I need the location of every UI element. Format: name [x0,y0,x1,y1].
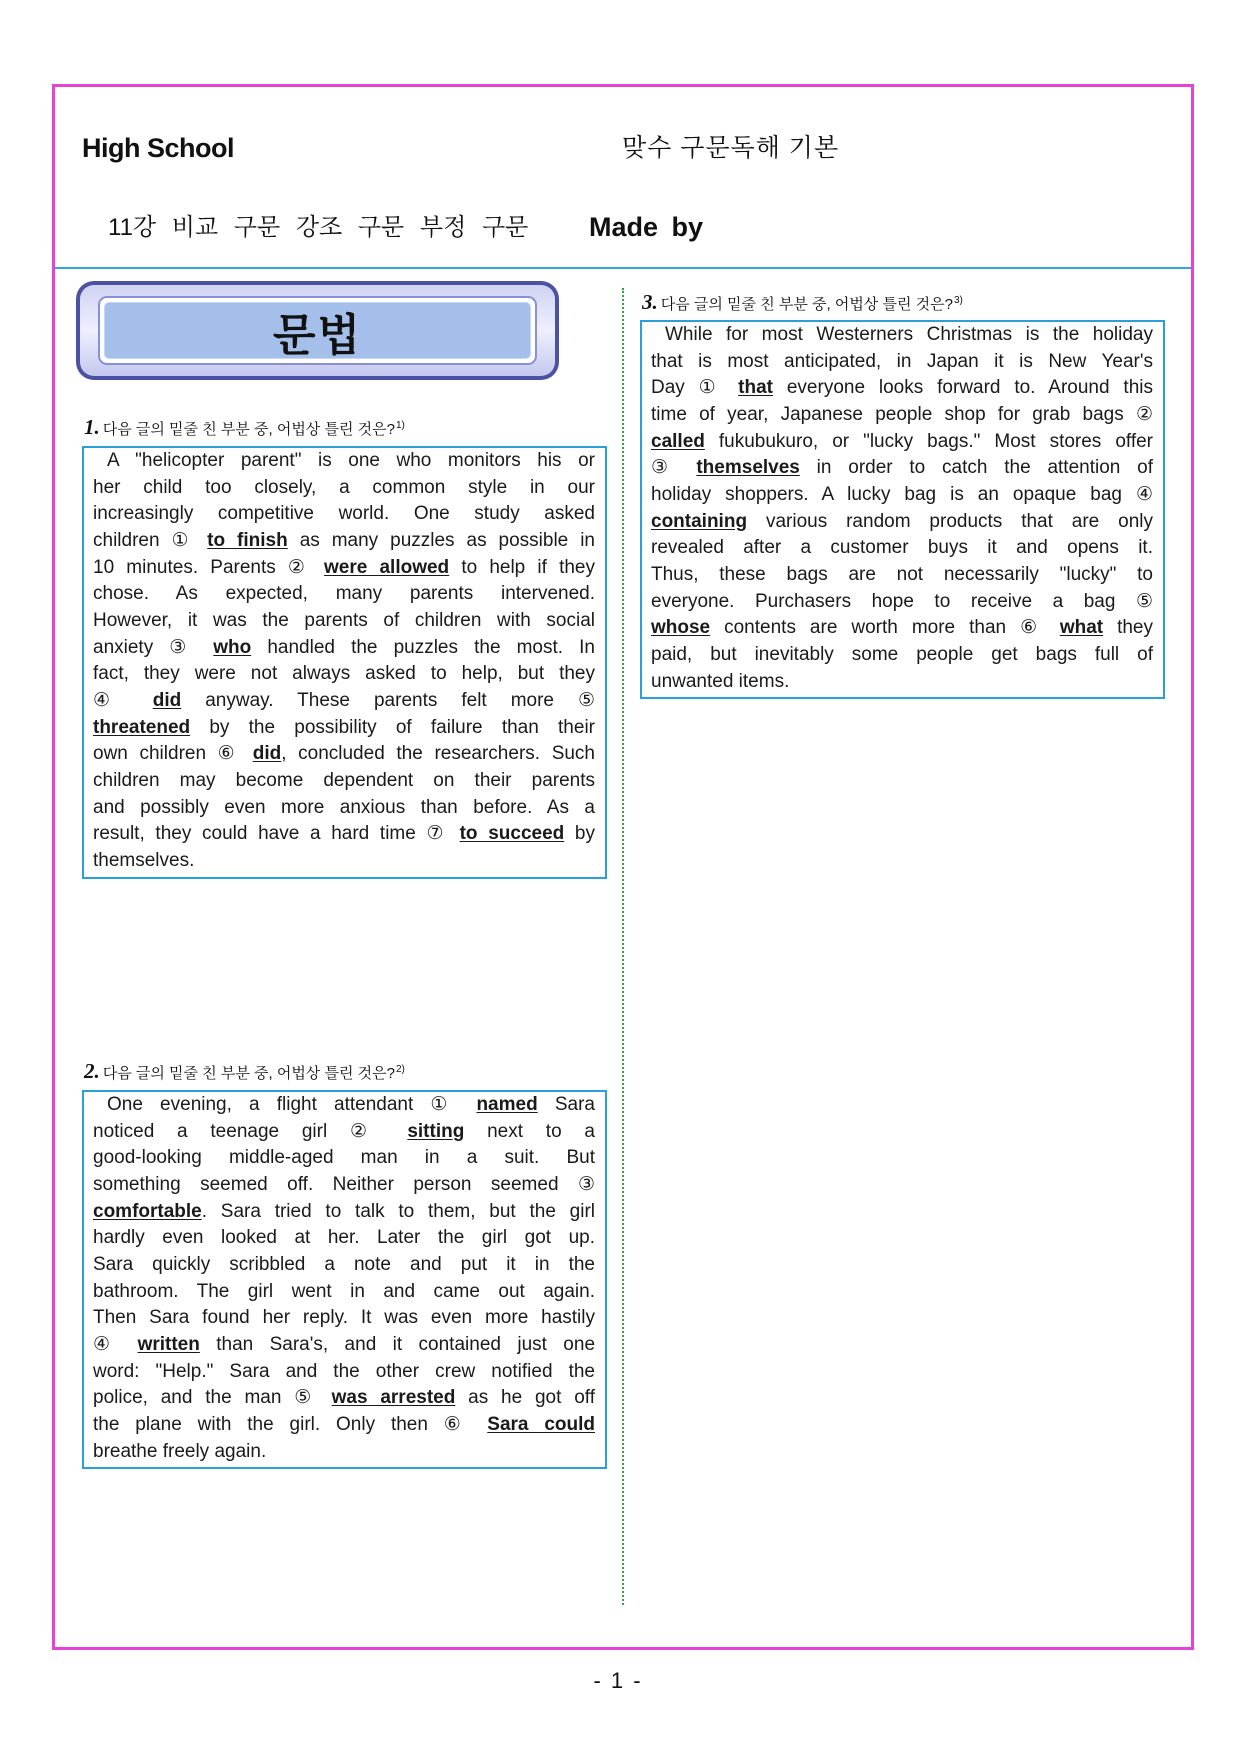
passage-text: One evening, a flight attendant ① [107,1094,477,1115]
underlined-choice: containing [651,510,748,532]
passage-text: 10 minutes. Parents ② [93,556,324,578]
passage-text: they [1103,617,1153,639]
passage-text: as he got off [455,1387,595,1409]
underlined-choice: was arrested [331,1387,456,1409]
passage-text: police, and the man ⑤ [93,1387,332,1409]
passage-line [651,402,1153,429]
passage-line [93,1332,595,1359]
column-divider [622,288,624,1605]
underlined-choice: written [137,1334,200,1356]
underlined-choice: threatened [93,716,191,738]
passage-line [651,455,1153,482]
passage-line [651,429,1153,456]
passage-text: fact, they were not always asked to help, but they [93,663,595,685]
passage-text: While for most Westerners Christmas is the holiday [665,324,1153,345]
passage-text: Then Sara found her reply. It was even more hastily [93,1307,595,1329]
passage-line [93,608,595,635]
passage-text: by [564,823,595,845]
passage-text: and possibly even more anxious than before. As a [93,796,595,818]
school-level-label: High School [82,133,234,163]
passage-text: However, it was the parents of children with social [93,610,595,632]
passage-line [93,475,595,502]
passage-text: children may become dependent on their parents [93,770,595,792]
passage-text: paid, but inevitably some people get bags full of [651,644,1153,666]
underlined-choice: to succeed [459,823,565,845]
underlined-choice: to finish [207,530,288,552]
passage-text: than Sara's, and it contained just one [199,1334,596,1356]
passage-line [651,322,1153,349]
question-2-passage [82,1090,607,1469]
passage-text: themselves. [93,850,195,872]
passage-line [93,555,595,582]
passage-line [93,1252,595,1279]
passage-line [651,349,1153,376]
question-3-passage [640,320,1165,699]
passage-line [93,768,595,795]
passage-text: anyway. These parents felt more ⑤ [181,690,596,712]
underlined-choice: themselves [696,457,800,479]
passage-line [651,509,1153,536]
passage-line [93,448,595,475]
passage-text: A "helicopter parent" is one who monitors his or [107,450,595,471]
passage-text: holiday shoppers. A lucky bag is an opaque bag ④ [651,484,1153,506]
passage-text: . Sara tried to talk to them, but the girl [201,1200,595,1222]
underlined-choice: did [252,743,282,765]
passage-text: hardly even looked at her. Later the girl got up. [93,1227,595,1249]
passage-line [93,1439,595,1466]
underlined-choice: that [738,377,773,399]
passage-text: everyone looks forward to. Around this [772,377,1153,399]
passage-text: chose. As expected, many parents intervened. [93,583,595,605]
passage-text: , concluded the researchers. Such [281,743,595,765]
passage-line [93,795,595,822]
passage-text: time of year, Japanese people shop for grab bags ② [651,404,1153,426]
lesson-title: 11강 비교 구문 강조 구문 부정 구문 [108,214,529,241]
underlined-choice: who [213,636,252,658]
passage-line [93,741,595,768]
section-title-banner [76,281,559,380]
book-title: 맞수 구문독해 기본 [622,134,840,162]
passage-line [651,562,1153,589]
passage-text: good-looking middle-aged man in a suit. But [93,1147,595,1169]
passage-text: ④ [93,1334,138,1356]
passage-text: her child too closely, a common style in our [93,476,595,498]
underlined-choice: named [476,1094,538,1115]
passage-text: Sara [537,1094,595,1115]
section-title-frame [98,296,537,365]
passage-text: unwanted items. [651,670,790,692]
section-title: 문법 [272,310,362,360]
question-prompt: 다음 글의 밑줄 친 부분 중, 어법상 틀린 것은? [660,296,953,313]
question-prompt: 다음 글의 밑줄 친 부분 중, 어법상 틀린 것은? [102,1065,395,1082]
passage-line [93,501,595,528]
passage-line [93,1119,595,1146]
question-3-heading [642,290,963,316]
passage-text: as many puzzles as possible in [287,530,595,552]
passage-line [93,1279,595,1306]
passage-text: Sara quickly scribbled a note and put it in the [93,1254,595,1276]
passage-text: next to a [464,1120,595,1142]
passage-line [93,528,595,555]
passage-text: children ① [93,530,208,552]
passage-text: revealed after a customer buys it and opens it. [651,537,1153,559]
header-divider [55,267,1191,269]
passage-text: own children ⑥ [93,743,253,765]
passage-line [651,669,1153,696]
question-number: 2. [84,1059,100,1083]
section-title-band [80,285,555,376]
underlined-choice: Sara could [487,1414,595,1436]
passage-line [93,688,595,715]
passage-line [93,1225,595,1252]
page-number: - 1 - [593,1668,643,1693]
passage-text: Thus, these bags are not necessarily "lucky" to [651,564,1153,586]
underlined-choice: what [1059,617,1104,639]
question-number: 3. [642,290,658,314]
passage-line [93,635,595,662]
passage-text: to help if they [449,556,595,578]
passage-text: word: "Help." Sara and the other crew notified the [93,1360,595,1382]
made-by-label: Made by [589,212,704,242]
passage-text: contents are worth more than ⑥ [710,617,1060,639]
passage-text: by the possibility of failure than their [190,716,595,738]
question-prompt: 다음 글의 밑줄 친 부분 중, 어법상 틀린 것은? [102,421,395,438]
passage-text: that is most anticipated, in Japan it is New Year's [651,350,1153,372]
passage-text: breathe freely again. [93,1440,267,1462]
underlined-choice: were allowed [324,556,450,578]
passage-line [651,589,1153,616]
underlined-choice: called [651,430,705,452]
question-1-heading [84,415,405,441]
passage-line [651,535,1153,562]
passage-text: various random products that are only [747,510,1153,532]
passage-text: the plane with the girl. Only then ⑥ [93,1414,488,1436]
passage-line [651,642,1153,669]
footnote-marker: 2) [395,1064,405,1075]
passage-text: increasingly competitive world. One study asked [93,503,595,525]
passage-line [93,1385,595,1412]
passage-text: something seemed off. Neither person seemed ③ [93,1174,595,1196]
passage-text: anxiety ③ [93,636,214,658]
passage-line [93,821,595,848]
section-title-fill [104,302,531,359]
underlined-choice: whose [651,617,711,639]
passage-line [93,848,595,875]
passage-text: bathroom. The girl went in and came out again. [93,1280,595,1302]
passage-line [93,581,595,608]
passage-text: everyone. Purchasers hope to receive a bag ⑤ [651,590,1153,612]
underlined-choice: did [152,690,182,712]
passage-text: Day ① [651,377,739,399]
passage-text: result, they could have a hard time ⑦ [93,823,460,845]
passage-line [93,661,595,688]
passage-line [651,615,1153,642]
passage-line [93,1172,595,1199]
passage-text: noticed a teenage girl ② [93,1120,408,1142]
passage-text: ④ [93,690,153,712]
passage-text: ③ [651,457,697,479]
underlined-choice: comfortable [93,1200,202,1222]
passage-text: fukubukuro, or "lucky bags." Most stores offer [704,430,1153,452]
footnote-marker: 3) [953,295,963,306]
passage-line [651,375,1153,402]
question-2-heading [84,1059,405,1085]
passage-line [93,1412,595,1439]
passage-line [93,1305,595,1332]
passage-line [93,1359,595,1386]
passage-line [93,1145,595,1172]
passage-text: in order to catch the attention of [799,457,1153,479]
passage-line [651,482,1153,509]
question-number: 1. [84,415,100,439]
question-1-passage [82,446,607,879]
passage-line [93,1199,595,1226]
underlined-choice: sitting [407,1120,465,1142]
passage-text: handled the puzzles the most. In [251,636,595,658]
passage-line [93,715,595,742]
footnote-marker: 1) [395,420,405,431]
passage-line [93,1092,595,1119]
